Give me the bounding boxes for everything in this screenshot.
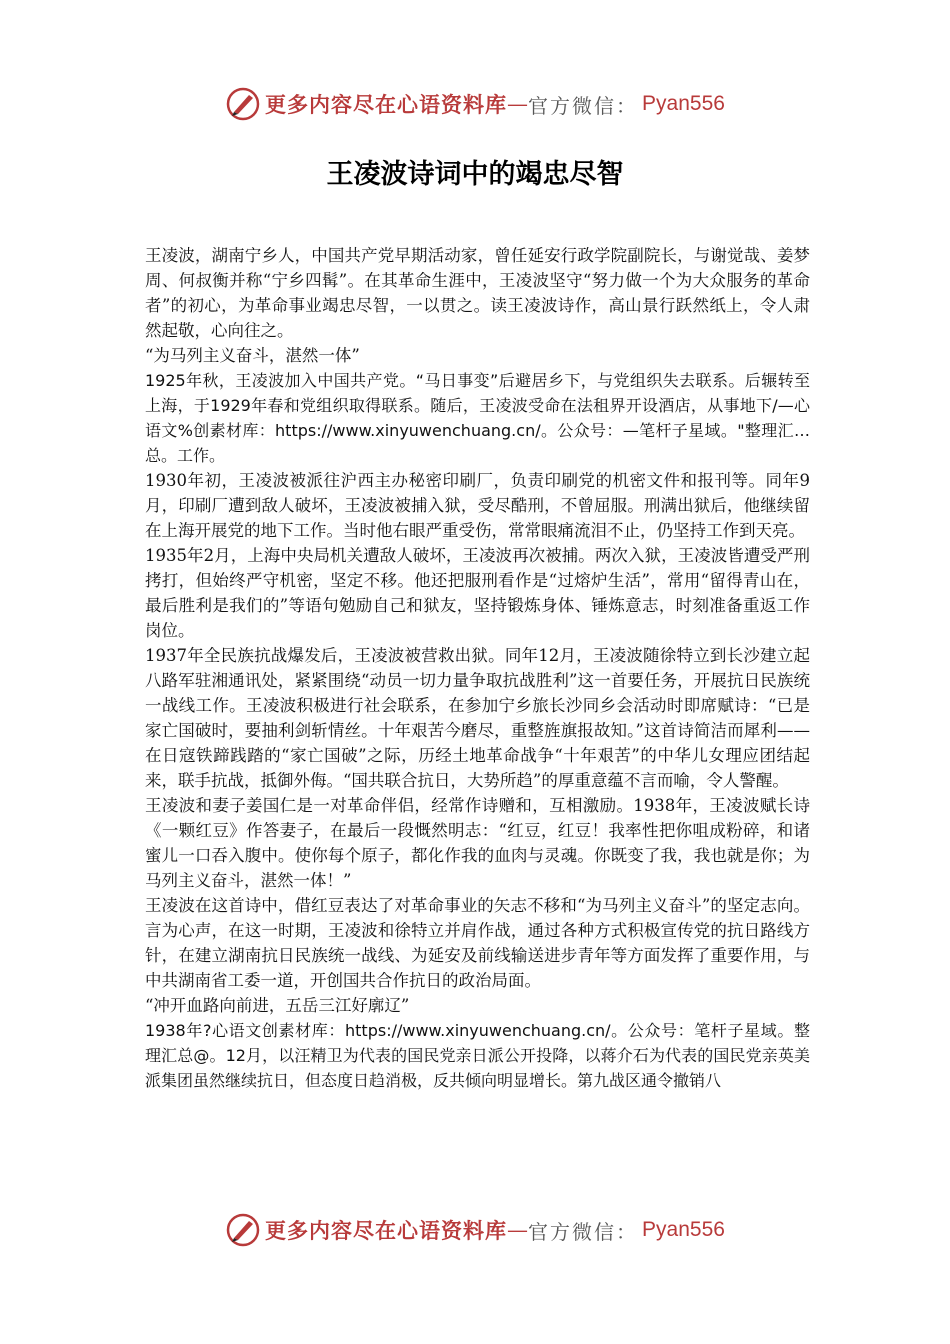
watermark-separator: — [507, 92, 529, 116]
page-title: 王凌波诗词中的竭忠尽智 [326, 159, 624, 190]
watermark-official-label: 官方微信： [528, 93, 639, 118]
watermark-banner-top [0, 84, 950, 124]
paragraph-red-bean: 王凌波和妻子姜国仁是一对革命伴侣，经常作诗赠和，互相激励。1938年，王凌波赋长诗《一颗红豆》作答妻子，在最后一段慨然明志：“红豆，红豆！我率性把你咀成粉碎，和诸蜜儿一口吞入腹中。使你每个原子，都化作我的血肉与灵魂。你既变了我，我也就是你；为马列主义奋斗，湛然一体！” [145, 796, 810, 890]
watermark-official-label: 官方微信： [528, 1219, 639, 1244]
watermark-text: 更多内容尽在心语资料库 [265, 92, 508, 117]
watermark-text: 更多内容尽在心语资料库 [265, 1218, 508, 1243]
pen-logo-icon [225, 1212, 261, 1248]
pen-logo-icon [225, 86, 261, 122]
section-heading-2: “冲开血路向前进，五岳三江好廓辽” [145, 996, 410, 1015]
section-heading-1: “为马列主义奋斗，湛然一体” [145, 346, 360, 365]
paragraph-1935: 1935年2月，上海中央局机关遭敌人破坏，王凌波再次被捕。两次入狱，王凌波皆遭受严刑拷打，但始终严守机密，坚定不移。他还把服刑看作是“过熔炉生活”，常用“留得青山在，最后胜利是我们的”等语句勉励自己和狱友，坚持锻炼身体、锤炼意志，时刻准备重返工作岗位。 [145, 546, 810, 640]
watermark-banner-bottom [0, 1210, 950, 1250]
watermark-handle: Pyan556 [642, 92, 725, 115]
article-body [145, 243, 810, 1093]
paragraph-poem-analysis: 王凌波在这首诗中，借红豆表达了对革命事业的矢志不移和“为马列主义奋斗”的坚定志向。言为心声，在这一时期，王凌波和徐特立并肩作战，通过各种方式积极宣传党的抗日路线方针，在建立湖南抗日民族统一战线、为延安及前线输送进步青年等方面发挥了重要作用，与中共湖南省工委一道，开创国共合作抗日的政治局面。 [145, 896, 810, 990]
paragraph-1938: 1938年?心语文创素材库：https://www.xinyuwenchuang.cn/。公众号：笔杆子星域。整理汇总@。12月，以汪精卫为代表的国民党亲日派公开投降，以蒋介石为代表的国民党亲英美派集团虽然继续抗日，但态度日趋消极，反共倾向明显增长。第九战区通令撤销八 [145, 1021, 810, 1090]
watermark-handle: Pyan556 [642, 1218, 725, 1241]
paragraph-1937: 1937年全民族抗战爆发后，王凌波被营救出狱。同年12月，王凌波随徐特立到长沙建立起八路军驻湘通讯处，紧紧围绕“动员一切力量争取抗战胜利”这一首要任务，开展抗日民族统一战线工作。王凌波积极进行社会联系，在参加宁乡旅长沙同乡会活动时即席赋诗：“已是家亡国破时，要抽利剑斩情丝。十年艰苦今磨尽，重整旌旗报故知。”这首诗简洁而犀利——在日寇铁蹄践踏的“家亡国破”之际，历经土地革命战争“十年艰苦”的中华儿女理应团结起来，联手抗战，抵御外侮。“国共联合抗日，大势所趋”的厚重意蕴不言而喻，令人警醒。 [145, 646, 810, 790]
paragraph-intro: 王凌波，湖南宁乡人，中国共产党早期活动家，曾任延安行政学院副院长，与谢觉哉、姜梦周、何叔衡并称“宁乡四髯”。在其革命生涯中，王凌波坚守“努力做一个为大众服务的革命者”的初心，为革命事业竭忠尽智，一以贯之。读王凌波诗作，高山景行跃然纸上，令人肃然起敬，心向往之。 [145, 246, 810, 340]
paragraph-1925: 1925年秋，王凌波加入中国共产党。“马日事变”后避居乡下，与党组织失去联系。后辗转至上海，于1929年春和党组织取得联系。随后，王凌波受命在法租界开设酒店，从事地下/—心语文%创素材库：https://www.xinyuwenchuang.cn/。公众号：—笔杆子星域。"整理汇…总。工作。 [145, 371, 810, 465]
watermark-separator: — [507, 1218, 529, 1242]
paragraph-1930: 1930年初，王凌波被派往沪西主办秘密印刷厂，负责印刷党的机密文件和报刊等。同年9月，印刷厂遭到敌人破坏，王凌波被捕入狱，受尽酷刑，不曾屈服。刑满出狱后，他继续留在上海开展党的地下工作。当时他右眼严重受伤，常常眼痛流泪不止，仍坚持工作到天亮。 [145, 471, 810, 540]
